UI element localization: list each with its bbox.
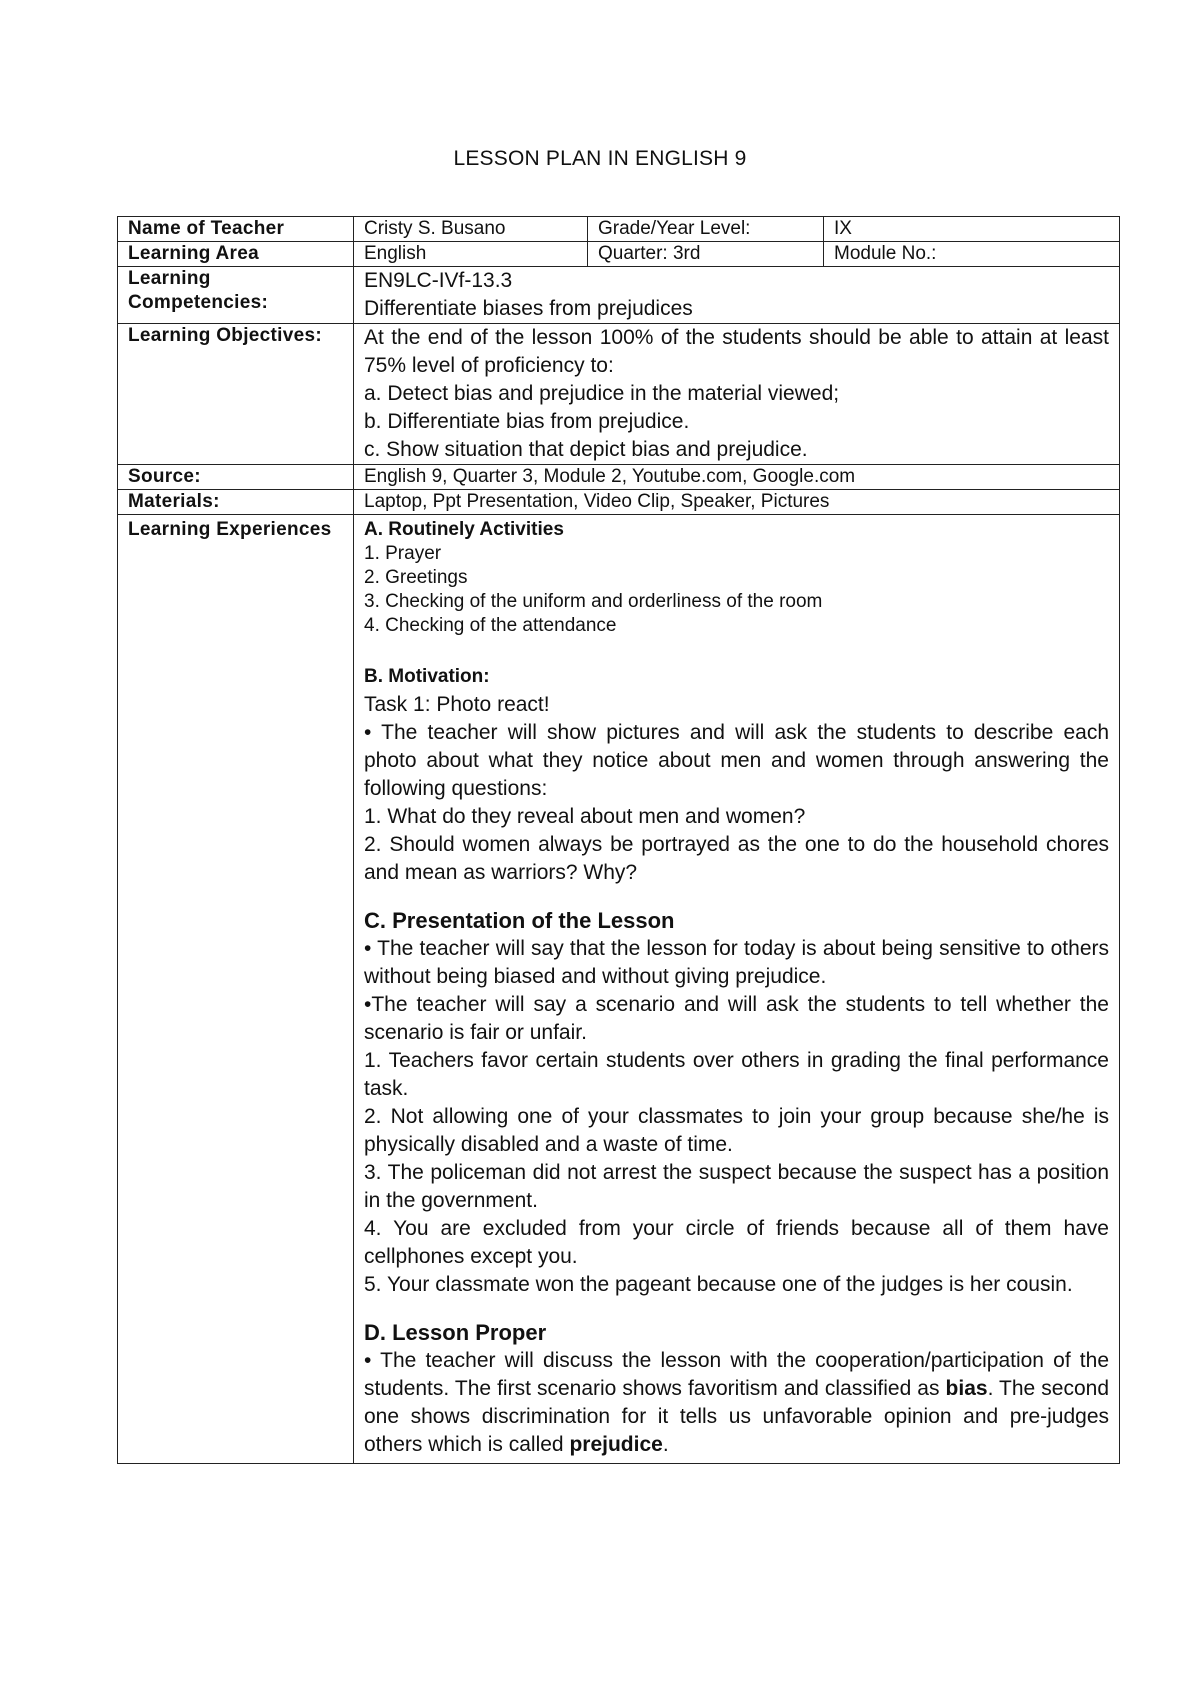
teacher-label: Name of Teacher: [118, 217, 354, 242]
routine-item: 1. Prayer: [364, 543, 442, 564]
presentation-heading: C. Presentation of the Lesson: [364, 908, 675, 933]
prejudice-term: prejudice: [569, 1433, 663, 1456]
lesson-proper-text-part: • The teacher will discuss the lesson with the cooperation/participation of the students. The first scenario shows favoritism and classified as: [364, 1349, 1109, 1400]
grade-label: Grade/Year Level:: [588, 217, 824, 242]
materials-value: Laptop, Ppt Presentation, Video Clip, Speaker, Pictures: [354, 490, 1120, 515]
objective-item: c. Show situation that depict bias and prejudice.: [364, 438, 808, 461]
source-label: Source:: [118, 465, 354, 490]
scenario-item: 4. You are excluded from your circle of friends because all of them have cellphones except you.: [364, 1217, 1109, 1268]
competencies-label: Learning Competencies:: [118, 267, 354, 324]
scenario-item: 2. Not allowing one of your classmates to join your group because she/he is physically disabled and a waste of time.: [364, 1105, 1109, 1156]
competencies-row: [118, 267, 1120, 324]
experiences-label: Learning Experiences: [118, 515, 354, 1464]
lesson-proper-text-part: . The second one shows discrimination for it tells us unfavorable opinion and pre-judges others which is called: [364, 1377, 1109, 1456]
objective-item: b. Differentiate bias from prejudice.: [364, 410, 690, 433]
competencies-cell: [354, 267, 1120, 324]
objectives-cell: [354, 324, 1120, 465]
grade-value: IX: [824, 217, 1120, 242]
motivation-bullet: • The teacher will show pictures and will ask the students to describe each photo about what they notice about men and women through answering the following questions:: [364, 721, 1109, 800]
bias-term: bias: [945, 1377, 988, 1400]
scenario-item: 1. Teachers favor certain students over others in grading the final performance task.: [364, 1049, 1109, 1100]
routine-heading: A. Routinely Activities: [364, 519, 564, 540]
routine-item: 4. Checking of the attendance: [364, 615, 617, 636]
page-title: LESSON PLAN IN ENGLISH 9: [453, 147, 747, 170]
presentation-bullet: • The teacher will say that the lesson for today is about being sensitive to others without being biased and without giving prejudice.: [364, 937, 1109, 988]
experiences-cell: [354, 515, 1120, 1464]
scenario-item: 3. The policeman did not arrest the suspect because the suspect has a position in the government.: [364, 1161, 1109, 1212]
source-row: [118, 465, 1120, 490]
competency-code: EN9LC-IVf-13.3: [364, 269, 513, 292]
lesson-plan-table: [117, 216, 1120, 1464]
area-row: [118, 242, 1120, 267]
routine-item: 2. Greetings: [364, 567, 468, 588]
motivation-heading: B. Motivation:: [364, 666, 490, 687]
objectives-row: [118, 324, 1120, 465]
motivation-task: Task 1: Photo react!: [364, 693, 550, 716]
competency-text: Differentiate biases from prejudices: [364, 297, 693, 320]
motivation-question: 1. What do they reveal about men and women?: [364, 805, 806, 828]
presentation-bullet: •The teacher will say a scenario and will ask the students to tell whether the scenario is fair or unfair.: [364, 993, 1109, 1044]
module-value: Module No.:: [824, 242, 1120, 267]
objectives-intro: At the end of the lesson 100% of the students should be able to attain at least 75% level of proficiency to:: [364, 326, 1109, 377]
area-label: Learning Area: [118, 242, 354, 267]
objective-item: a. Detect bias and prejudice in the material viewed;: [364, 382, 840, 405]
source-value: English 9, Quarter 3, Module 2, Youtube.com, Google.com: [354, 465, 1120, 490]
lesson-proper-text: [364, 1347, 1109, 1459]
lesson-proper-heading: D. Lesson Proper: [364, 1320, 547, 1345]
materials-row: [118, 490, 1120, 515]
teacher-value: Cristy S. Busano: [354, 217, 588, 242]
area-value: English: [354, 242, 588, 267]
materials-label: Materials:: [118, 490, 354, 515]
scenario-item: 5. Your classmate won the pageant because one of the judges is her cousin.: [364, 1273, 1073, 1296]
lesson-proper-text-part: .: [662, 1433, 669, 1456]
experiences-row: [118, 515, 1120, 1464]
motivation-question: 2. Should women always be portrayed as the one to do the household chores and mean as warriors? Why?: [364, 833, 1109, 884]
objectives-label: Learning Objectives:: [118, 324, 354, 465]
quarter-value: Quarter: 3rd: [588, 242, 824, 267]
teacher-row: [118, 217, 1120, 242]
routine-item: 3. Checking of the uniform and orderliness of the room: [364, 591, 823, 612]
